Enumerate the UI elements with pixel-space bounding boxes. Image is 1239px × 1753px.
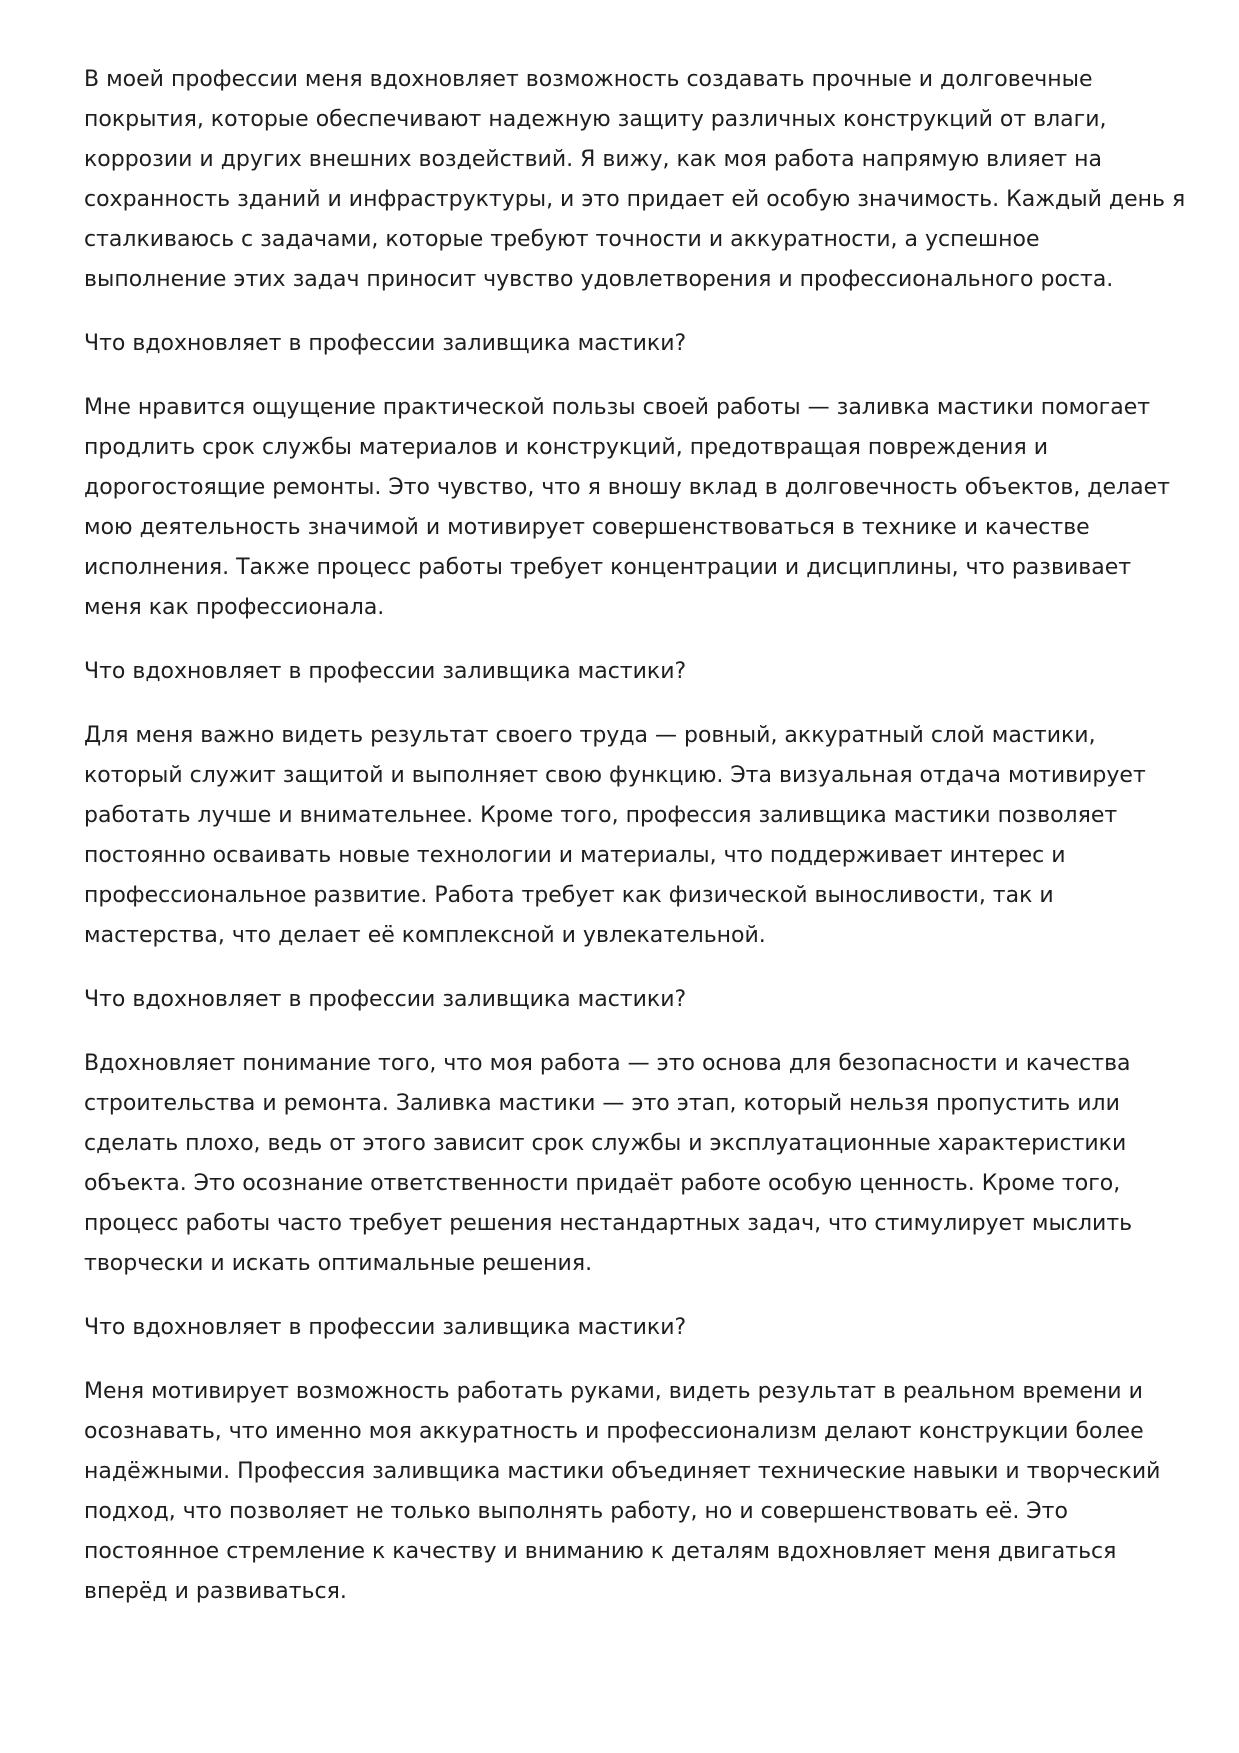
text-line: постоянное стремление к качеству и вниманию к деталям вдохновляет меня двигаться bbox=[84, 1539, 1117, 1564]
text-line: надёжными. Профессия заливщика мастики объединяет технические навыки и творческий bbox=[84, 1459, 1161, 1484]
text-line: осознавать, что именно моя аккуратность и профессионализм делают конструкции более bbox=[84, 1419, 1144, 1444]
text-line: сделать плохо, ведь от этого зависит срок службы и эксплуатационные характеристики bbox=[84, 1131, 1127, 1156]
text-line: Что вдохновляет в профессии заливщика мастики? bbox=[84, 987, 687, 1012]
text-line: Для меня важно видеть результат своего труда — ровный, аккуратный слой мастики, bbox=[84, 723, 1096, 748]
question-heading bbox=[84, 980, 1204, 1020]
answer-paragraph bbox=[84, 1044, 1204, 1284]
question-heading bbox=[84, 324, 1204, 364]
text-line: мастерства, что делает её комплексной и увлекательной. bbox=[84, 923, 766, 948]
text-line: В моей профессии меня вдохновляет возможность создавать прочные и долговечные bbox=[84, 67, 1093, 92]
text-line: сталкиваюсь с задачами, которые требуют точности и аккуратности, а успешное bbox=[84, 227, 1040, 252]
question-heading bbox=[84, 652, 1204, 692]
text-line: исполнения. Также процесс работы требует концентрации и дисциплины, что развивает bbox=[84, 555, 1132, 580]
text-line: Мне нравится ощущение практической пользы своей работы — заливка мастики помогает bbox=[84, 395, 1151, 420]
document-page bbox=[84, 60, 1204, 1636]
text-line: Что вдохновляет в профессии заливщика мастики? bbox=[84, 1315, 687, 1340]
text-line: коррозии и других внешних воздействий. Я вижу, как моя работа напрямую влияет на bbox=[84, 147, 1102, 172]
question-heading bbox=[84, 1308, 1204, 1348]
text-line: дорогостоящие ремонты. Это чувство, что я вношу вклад в долговечность объектов, делает bbox=[84, 475, 1170, 500]
answer-paragraph bbox=[84, 716, 1204, 956]
text-line: сохранность зданий и инфраструктуры, и это придает ей особую значимость. Каждый день я bbox=[84, 187, 1186, 212]
text-line: работать лучше и внимательнее. Кроме того, профессия заливщика мастики позволяет bbox=[84, 803, 1118, 828]
text-line: творчески и искать оптимальные решения. bbox=[84, 1251, 593, 1276]
answer-paragraph bbox=[84, 60, 1204, 300]
text-line: покрытия, которые обеспечивают надежную защиту различных конструкций от влаги, bbox=[84, 107, 1107, 132]
text-line: процесс работы часто требует решения нестандартных задач, что стимулирует мыслить bbox=[84, 1211, 1133, 1236]
text-line: вперёд и развиваться. bbox=[84, 1579, 347, 1604]
text-line: Что вдохновляет в профессии заливщика мастики? bbox=[84, 331, 687, 356]
text-line: Вдохновляет понимание того, что моя работа — это основа для безопасности и качества bbox=[84, 1051, 1131, 1076]
text-line: Что вдохновляет в профессии заливщика мастики? bbox=[84, 659, 687, 684]
text-line: продлить срок службы материалов и конструкций, предотвращая повреждения и bbox=[84, 435, 1048, 460]
text-line: меня как профессионала. bbox=[84, 595, 385, 620]
text-line: строительства и ремонта. Заливка мастики — это этап, который нельзя пропустить или bbox=[84, 1091, 1120, 1116]
answer-paragraph bbox=[84, 1372, 1204, 1612]
text-line: который служит защитой и выполняет свою функцию. Эта визуальная отдача мотивирует bbox=[84, 763, 1146, 788]
answer-paragraph bbox=[84, 388, 1204, 628]
text-line: подход, что позволяет не только выполнять работу, но и совершенствовать её. Это bbox=[84, 1499, 1068, 1524]
text-line: профессиональное развитие. Работа требует как физической выносливости, так и bbox=[84, 883, 1054, 908]
text-line: Меня мотивирует возможность работать руками, видеть результат в реальном времени и bbox=[84, 1379, 1143, 1404]
text-line: объекта. Это осознание ответственности придаёт работе особую ценность. Кроме того, bbox=[84, 1171, 1121, 1196]
text-line: мою деятельность значимой и мотивирует совершенствоваться в технике и качестве bbox=[84, 515, 1090, 540]
text-line: постоянно осваивать новые технологии и материалы, что поддерживает интерес и bbox=[84, 843, 1066, 868]
text-line: выполнение этих задач приносит чувство удовлетворения и профессионального роста. bbox=[84, 267, 1114, 292]
